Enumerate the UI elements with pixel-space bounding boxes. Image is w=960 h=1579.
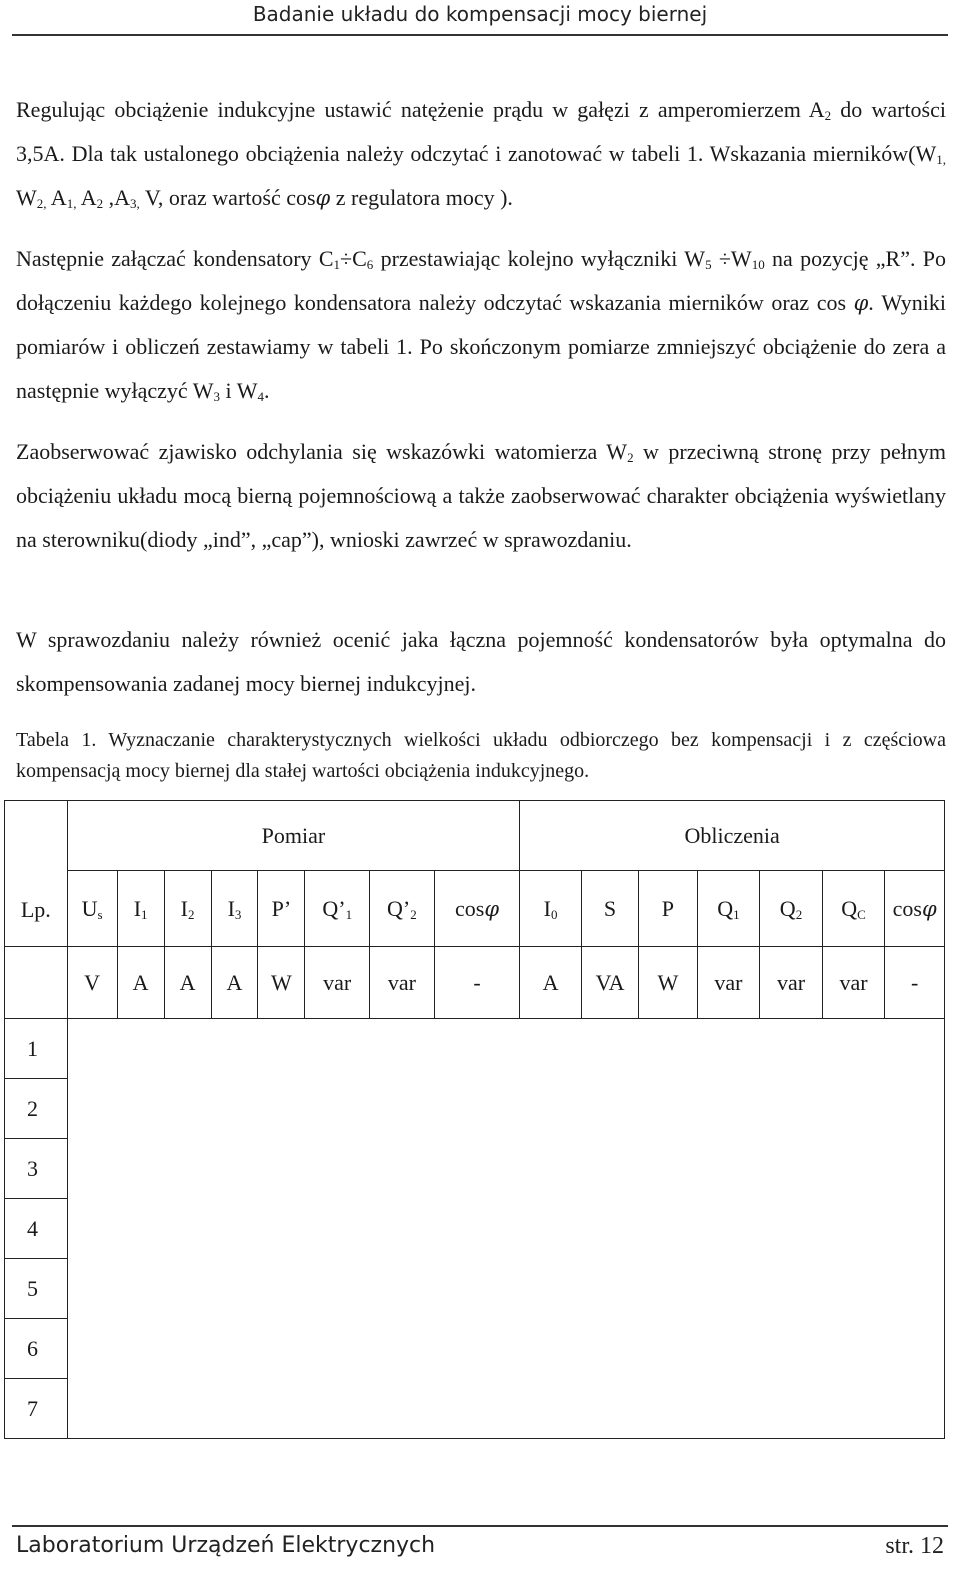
unit-cell: var (760, 947, 823, 1019)
unit-cell: VA (581, 947, 638, 1019)
unit-cell: - (434, 947, 520, 1019)
units-row (5, 947, 945, 1019)
unit-cell: var (370, 947, 435, 1019)
row-data-area (67, 1079, 944, 1139)
paragraph-1: Regulując obciążenie indukcyjne ustawić natężenie prądu w gałęzi z amperomierzem $A_2$ do wartości 3,5A. Dla tak ustalonego obciążenia należy odczytać i zanotować w tabeli 1. Wskazania $mierników(W_{1,}$ $W_{2,}$ $A_{1,}$ $A_2$ $,A_{3,}$ V, oraz wartość cosφ z regulatora mocy ). (16, 97, 946, 211)
header-q2-prime: $Q’_2$ (370, 871, 435, 947)
row-number: 3 (5, 1139, 68, 1199)
table-row (5, 1139, 945, 1199)
row-number: 7 (5, 1379, 68, 1439)
header-us: $U_s$ (67, 871, 117, 947)
row-data-area (67, 1319, 944, 1379)
footer-rule (12, 1525, 948, 1527)
header-i0: $I_0$ (520, 871, 582, 947)
unit-cell: W (258, 947, 305, 1019)
unit-cell: var (305, 947, 370, 1019)
table-row (5, 1019, 945, 1079)
unit-cell: A (117, 947, 164, 1019)
table-row (5, 1079, 945, 1139)
header-cos-phi-calculated: cosφ (885, 871, 945, 947)
group-obliczenia: Obliczenia (520, 801, 945, 871)
table-row (5, 1319, 945, 1379)
header-q1-prime: $Q’_1$ (305, 871, 370, 947)
paragraph-4: W sprawozdaniu należy również ocenić jaka łączna pojemność kondensatorów była optymalna do skompensowania zadanej mocy biernej indukcyjnej. (16, 627, 946, 696)
row-number: 6 (5, 1319, 68, 1379)
units-lp-cell (5, 947, 68, 1019)
footer-lab-name: Laboratorium Urządzeń Elektrycznych (16, 1533, 436, 1558)
table-row (5, 1259, 945, 1319)
unit-cell: A (211, 947, 258, 1019)
paragraph-2: Następnie załączać kondensatory $C_1\div C_6$ przestawiając kolejno wyłączniki $W_5 \div W_{10}$ na pozycję „R”. Po dołączeniu każdego kolejnego kondensatora należy odczytać wskazania mierników oraz cos φ. Wyniki pomiarów i obliczeń zestawiamy w tabeli 1. Po skończonym pomiarze zmniejszyć obciążenie do zera a następnie wyłączyć $W_3$ i $W_4$. (16, 246, 947, 404)
table-row (5, 1379, 945, 1439)
row-number: 1 (5, 1019, 68, 1079)
header-i3: $I_3$ (211, 871, 258, 947)
lp-header: Lp. (5, 801, 68, 947)
header-q1: $Q_1$ (697, 871, 760, 947)
row-data-area (67, 1139, 944, 1199)
row-data-area (67, 1019, 944, 1079)
unit-cell: var (697, 947, 760, 1019)
header-p-prime: P’ (258, 871, 305, 947)
header-p: P (639, 871, 697, 947)
row-number: 5 (5, 1259, 68, 1319)
paragraph-3: Zaobserwować zjawisko odchylania się wskazówki watomierza $W_2$ w przeciwną stronę przy pełnym obciążeniu układu mocą bierną pojemnościową a także zaobserwować charakter obciążenia wyświetlany na sterowniku(diody „ind”, „cap”), wnioski zawrzeć w sprawozdaniu. (16, 439, 946, 552)
header-s: S (581, 871, 638, 947)
row-data-area (67, 1379, 944, 1439)
row-data-area (67, 1199, 944, 1259)
unit-cell: - (885, 947, 945, 1019)
header-qc: $Q_C$ (822, 871, 885, 947)
header-rule (12, 34, 948, 36)
row-number: 2 (5, 1079, 68, 1139)
page-number: str. 12 (885, 1533, 944, 1559)
unit-cell: A (520, 947, 582, 1019)
unit-cell: A (164, 947, 211, 1019)
table-caption: Tabela 1. Wyznaczanie charakterystycznych wielkości układu odbiorczego bez kompensacji i z częściowa kompensacją mocy biernej dla stałej wartości obciążenia indukcyjnego. (16, 729, 946, 782)
header-cos-phi-measured: cosφ (434, 871, 520, 947)
unit-cell: V (67, 947, 117, 1019)
header-i1: $I_1$ (117, 871, 164, 947)
header-q2: $Q_2$ (760, 871, 823, 947)
row-number: 4 (5, 1199, 68, 1259)
table-row (5, 1199, 945, 1259)
page-header-title: Badanie układu do kompensacji mocy biernej (252, 2, 708, 26)
measurement-table (4, 800, 945, 1439)
unit-cell: var (822, 947, 885, 1019)
header-i2: $I_2$ (164, 871, 211, 947)
unit-cell: W (639, 947, 697, 1019)
group-pomiar: Pomiar (67, 801, 520, 871)
row-data-area (67, 1259, 944, 1319)
